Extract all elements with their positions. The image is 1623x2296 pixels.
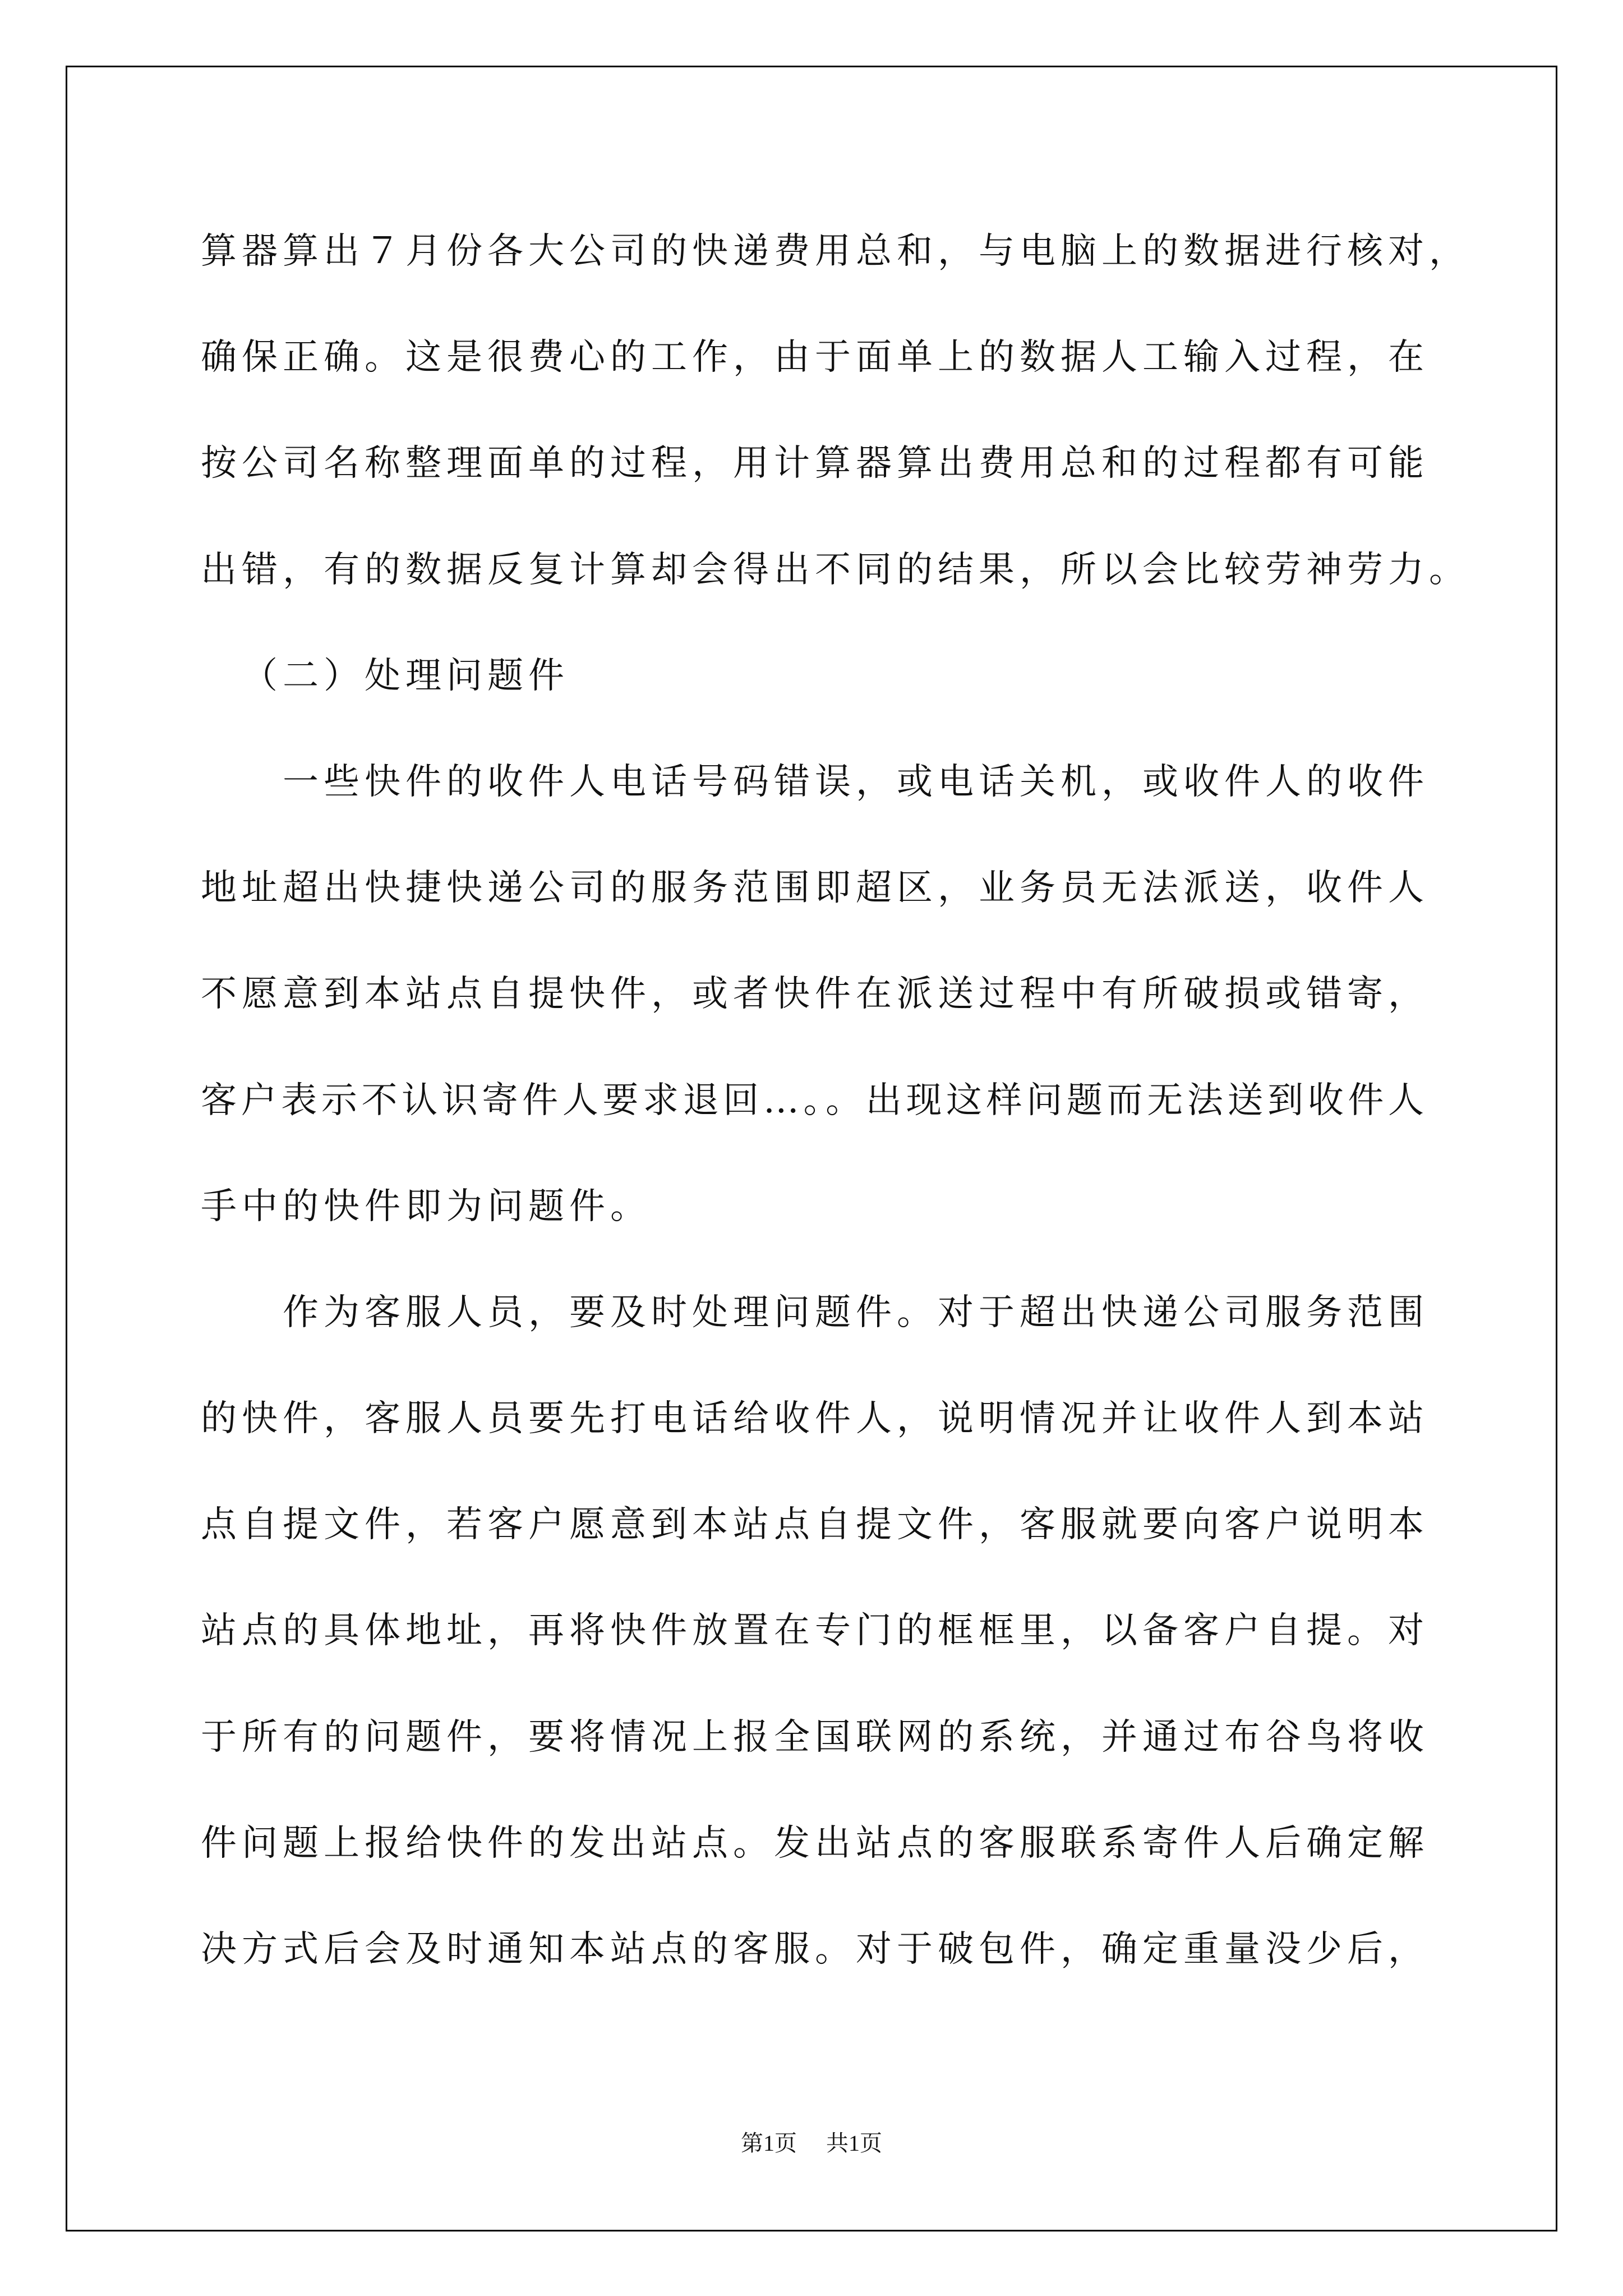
paragraph-customer-service <box>201 1260 1491 2003</box>
text-line: 的快件，客服人员要先打电话给收件人，说明情况并让收件人到本站 <box>201 1398 1424 1440</box>
page-footer <box>0 2127 1623 2160</box>
text-line: 手中的快件即为问题件。 <box>201 1185 651 1227</box>
text-line: 出错，有的数据反复计算却会得出不同的结果，所以会比较劳神劳力。 <box>201 549 1465 591</box>
section-heading: （二）处理问题件 <box>242 655 569 697</box>
page-number: 第1页 <box>741 2131 797 2156</box>
text-line: 作为客服人员，要及时处理问题件。对于超出快递公司服务范围 <box>283 1291 1424 1333</box>
text-line: 算器算出７月份各大公司的快递费用总和，与电脑上的数据进行核对， <box>201 231 1465 272</box>
text-line: 确保正确。这是很费心的工作，由于面单上的数据人工输入过程，在 <box>201 337 1424 379</box>
text-line: 决方式后会及时通知本站点的客服。对于破包件，确定重量没少后， <box>201 1929 1424 1970</box>
page-total: 共1页 <box>826 2131 882 2156</box>
text-line: 客户表示不认识寄件人要求退回…。。出现这样问题而无法送到收件人 <box>201 1079 1424 1121</box>
text-line: 不愿意到本站点自提快件，或者快件在派送过程中有所破损或错寄， <box>201 973 1424 1015</box>
paragraph-continuation <box>201 199 1491 623</box>
text-line: 地址超出快捷快递公司的服务范围即超区，业务员无法派送，收件人 <box>201 867 1424 909</box>
text-line: 站点的具体地址，再将快件放置在专门的框框里，以备客户自提。对 <box>201 1610 1424 1652</box>
paragraph-problem-items <box>201 729 1491 1260</box>
text-line: 点自提文件，若客户愿意到本站点自提文件，客服就要向客户说明本 <box>201 1504 1424 1546</box>
text-line: 于所有的问题件，要将情况上报全国联网的系统，并通过布谷鸟将收 <box>201 1716 1424 1758</box>
text-line: 按公司名称整理面单的过程，用计算器算出费用总和的过程都有可能 <box>201 443 1424 485</box>
text-line: 件问题上报给快件的发出站点。发出站点的客服联系寄件人后确定解 <box>201 1822 1424 1864</box>
text-line: 一些快件的收件人电话号码错误，或电话关机，或收件人的收件 <box>283 761 1424 803</box>
document-body <box>201 199 1491 2003</box>
